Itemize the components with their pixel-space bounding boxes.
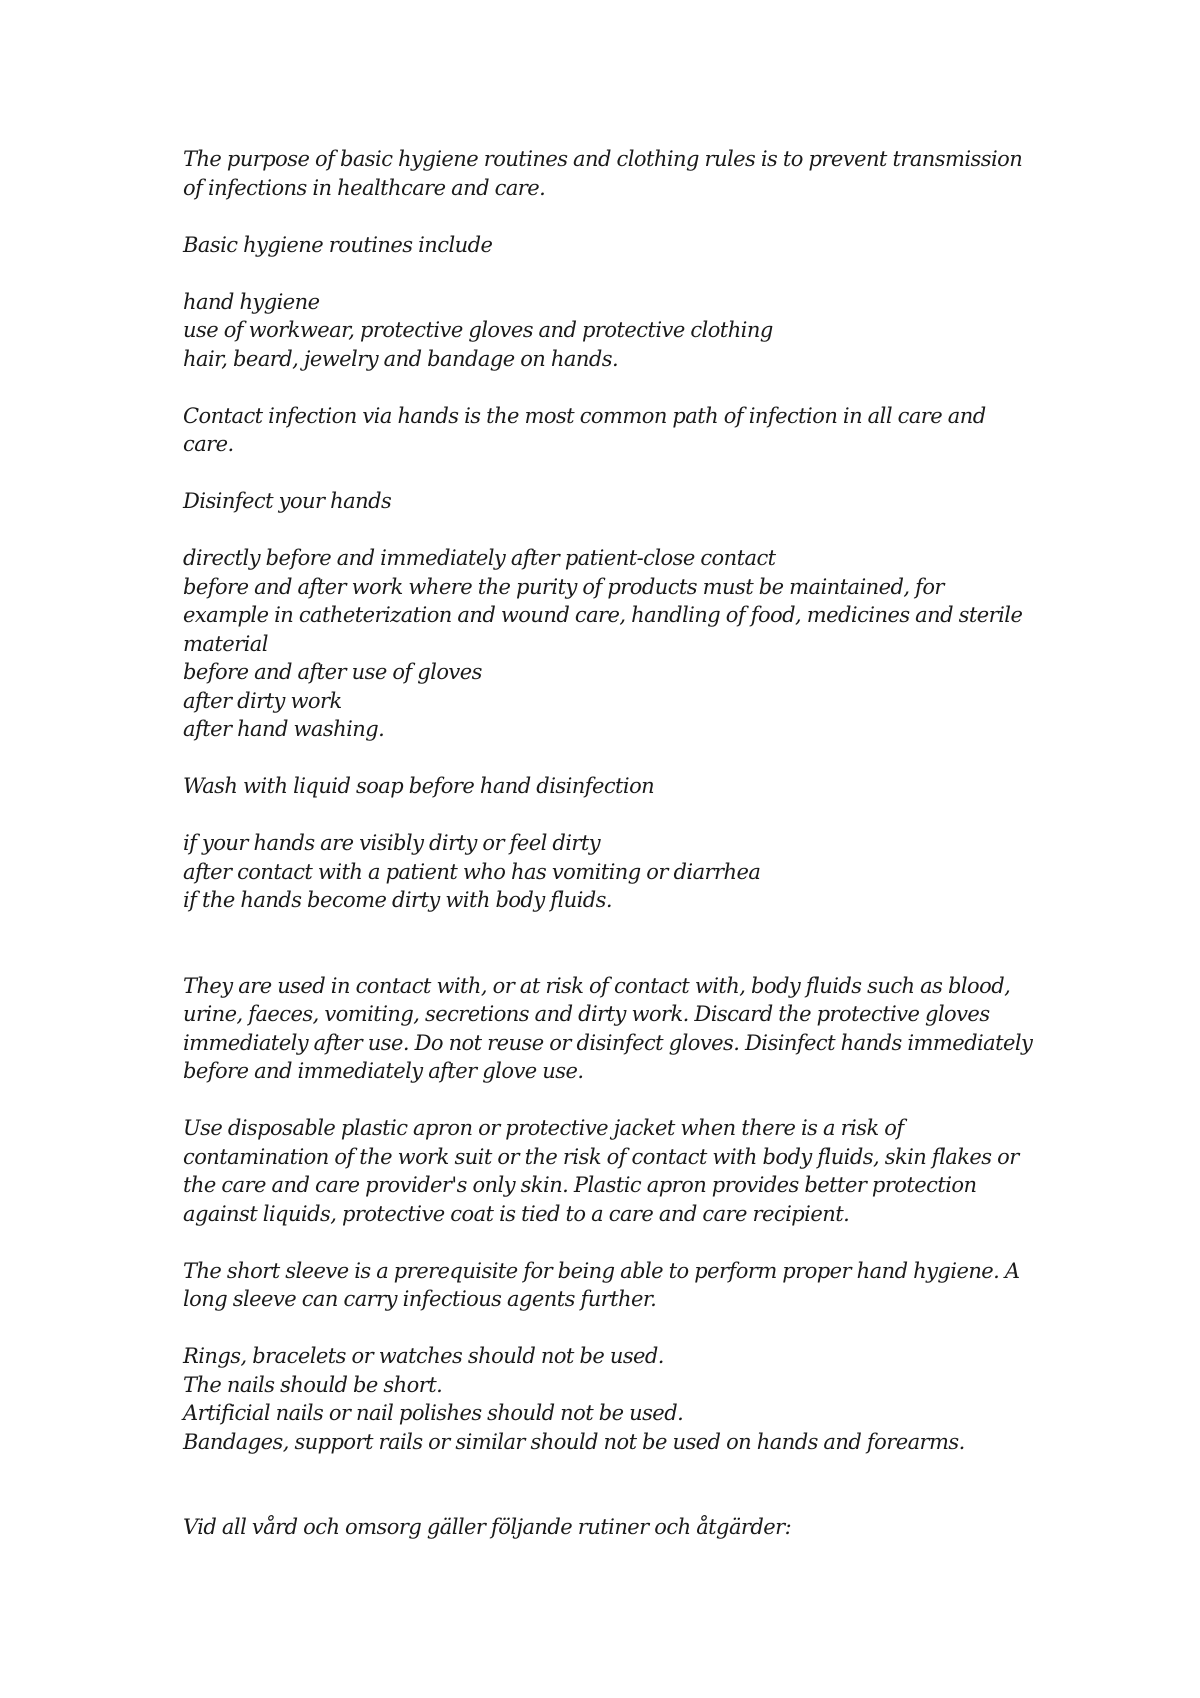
list-item: Bandages, support rails or similar should not be used on hands and forearms.: [183, 1429, 965, 1454]
sleeve-paragraph: [183, 1257, 1033, 1314]
disinfect-list: [183, 544, 1033, 744]
list-item: hand hygiene: [183, 289, 320, 314]
list-item: example in catheterization and wound care, handling of food, medicines and sterile: [183, 603, 1023, 627]
wash-heading: [183, 772, 1033, 801]
text-line: The short sleeve is a prerequisite for being able to perform proper hand hygiene. A: [183, 1258, 1020, 1283]
list-item: use of workwear, protective gloves and protective clothing: [183, 318, 773, 342]
list-item: after contact with a patient who has vomiting or diarrhea: [183, 859, 761, 884]
wash-list: [183, 829, 1033, 915]
swedish-line: [183, 1513, 1033, 1542]
apron-paragraph: [183, 1114, 1033, 1228]
routines-heading: [183, 231, 1033, 260]
text-line: contamination of the work suit or the risk of contact with body fluids, skin flakes or: [183, 1144, 1019, 1169]
text-line: before and immediately after glove use.: [183, 1059, 584, 1083]
disinfect-heading: [183, 487, 1033, 516]
blank-gap: [183, 1485, 1033, 1514]
gloves-paragraph: [183, 972, 1033, 1086]
text-line: urine, faeces, vomiting, secretions and dirty work. Discard the protective gloves: [183, 1002, 990, 1026]
list-item: if the hands become dirty with body fluids.: [183, 888, 613, 912]
text-line: The purpose of basic hygiene routines and clothing rules is to prevent transmission: [183, 147, 1023, 171]
text-line: Vid all vård och omsorg gäller följande rutiner och åtgärder:: [183, 1515, 792, 1539]
contact-infection-paragraph: [183, 402, 1033, 459]
list-item: before and after work where the purity of products must be maintained, for: [183, 574, 944, 599]
list-item: Artificial nails or nail polishes should not be used.: [183, 1401, 684, 1425]
routines-list: [183, 288, 1033, 374]
list-item: Rings, bracelets or watches should not be used.: [183, 1344, 664, 1368]
list-item: hair, beard, jewelry and bandage on hands.: [183, 346, 619, 371]
list-item: material: [183, 631, 268, 656]
text-line: Use disposable plastic apron or protective jacket when there is a risk of: [183, 1116, 904, 1140]
text-line: Wash with liquid soap before hand disinfection: [183, 774, 655, 798]
text-line: the care and care provider's only skin. Plastic apron provides better protection: [183, 1173, 977, 1197]
jewelry-list: [183, 1342, 1033, 1456]
text-line: immediately after use. Do not reuse or disinfect gloves. Disinfect hands immediately: [183, 1030, 1033, 1055]
text-line: Contact infection via hands is the most common path of infection in all care and: [183, 403, 986, 428]
list-item: after hand washing.: [183, 717, 385, 741]
intro-paragraph: [183, 145, 1033, 202]
document-body: [183, 145, 1033, 1570]
list-item: before and after use of gloves: [183, 660, 482, 684]
list-item: directly before and immediately after patient-close contact: [183, 546, 776, 570]
blank-gap: [183, 943, 1033, 972]
text-line: against liquids, protective coat is tied to a care and care recipient.: [183, 1201, 850, 1226]
text-line: long sleeve can carry infectious agents further.: [183, 1287, 657, 1311]
text-line: Basic hygiene routines include: [183, 232, 493, 257]
list-item: if your hands are visibly dirty or feel dirty: [183, 831, 601, 855]
text-line: Disinfect your hands: [183, 489, 392, 513]
text-line: care.: [183, 432, 234, 456]
list-item: The nails should be short.: [183, 1372, 443, 1397]
list-item: after dirty work: [183, 688, 342, 713]
text-line: of infections in healthcare and care.: [183, 175, 546, 200]
text-line: They are used in contact with, or at risk of contact with, body fluids such as blood,: [183, 973, 1011, 998]
